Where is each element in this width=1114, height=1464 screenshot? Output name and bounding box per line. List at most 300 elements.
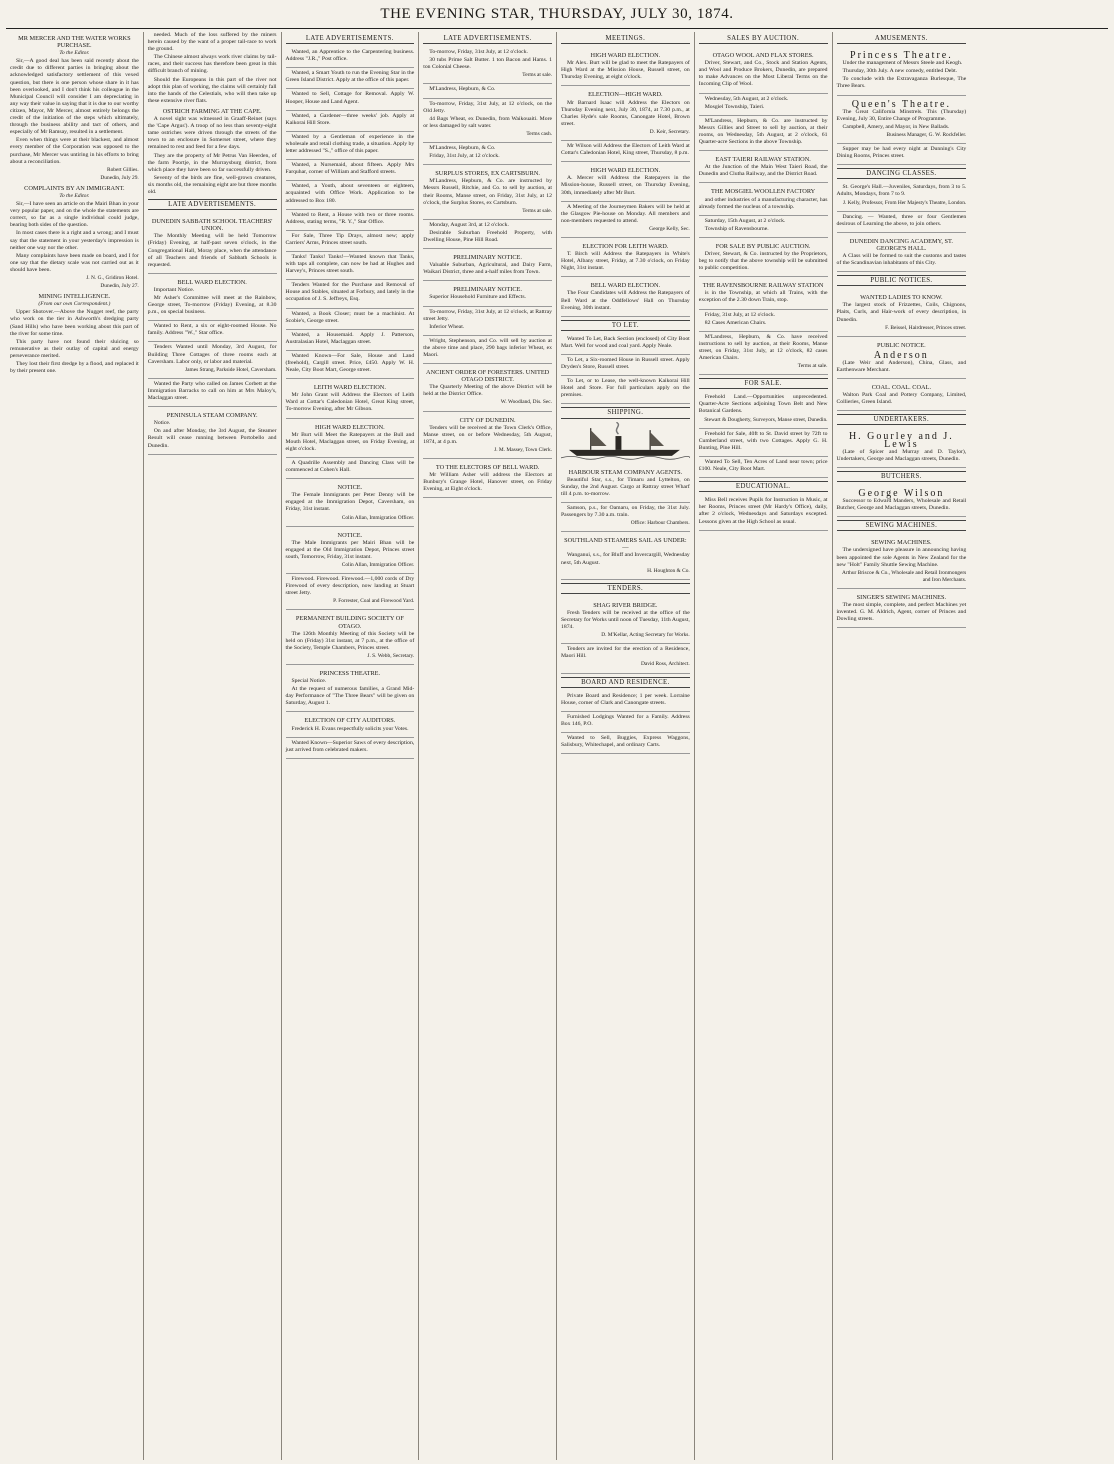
advertisement (837, 485, 967, 517)
paragraph: Wanted To Let, Back Section (enclosed) of City Boot Mart. Well for wood and coal yard. Apply Neale. (561, 335, 690, 349)
paragraph: Tenders Wanted for the Purchase and Removal of House and Stables, situated at Forbury, and lately in the occupation of J. S. Jeffreys, Esq. (285, 282, 415, 303)
paragraph: To-morrow, Friday, 31st July, at 12 o'clock, on the Old Jetty. (423, 100, 552, 114)
advertisement (561, 503, 690, 532)
advertisement (561, 141, 690, 162)
advertisement (561, 376, 690, 404)
advertisement (699, 332, 828, 375)
paragraph: On and after Monday, the 3rd August, the Steamer Result will cease running between Portobello and Dunedin. (147, 428, 277, 449)
advertisement (423, 336, 552, 364)
advertisement (286, 309, 415, 330)
paragraph: Wanted, an Apprentice to the Carpentering business. Address "J.R.," Post office. (285, 49, 415, 63)
paragraph: The largest stock of Frizzettes, Coils, Chignons, Plaits, Curls, and Hair-work of every description, in Dunedin. (836, 302, 967, 323)
advertisement (148, 274, 277, 321)
block-subheading: To the Editor. (59, 50, 90, 57)
advertisement (148, 379, 277, 407)
paragraph: Wright, Stephenson, and Co. will sell by auction at the above time and place, 290 bags inferior Wheat, ex Maori. (423, 337, 552, 358)
paragraph: For Sale, Three Tip Drays, almost new; apply Carriers' Arms, Princes street south. (285, 232, 415, 246)
advertisement (837, 233, 967, 272)
block-heading: HIGH WARD ELECTION. (590, 52, 661, 60)
advertisement (148, 407, 277, 454)
advertisement (561, 162, 690, 201)
advertisement (837, 428, 967, 467)
signature: Business Manager, G. W. Rockfeller. (886, 131, 967, 138)
paragraph: Mr John Grant will Address the Electors of Leith Ward at Cottar's Caledonian Hotel, Great King street, To-morrow Evening, after Mr Gibson. (285, 392, 415, 413)
advertisement (286, 210, 415, 231)
columns (6, 32, 1108, 1460)
paragraph: (Late Weir and Anderson), China, Glass, and Earthenware Merchant. (836, 359, 967, 373)
advertisement (561, 691, 690, 712)
block-heading: SURPLUS STORES, EX CARTSBURN. (435, 170, 540, 178)
section-heading: LATE ADVERTISEMENTS. (423, 34, 552, 44)
advertisement (286, 665, 415, 712)
section-heading: EDUCATIONAL. (699, 481, 828, 492)
advertisement (286, 574, 415, 610)
display-heading: H. Gourley and J. Lewis (848, 431, 954, 450)
paragraph: Monday, August 3rd, at 12 o'clock. (429, 221, 509, 228)
advertisement (837, 289, 967, 336)
advertisement (286, 330, 415, 351)
advertisement (286, 738, 415, 759)
section-heading: BOARD AND RESIDENCE. (561, 677, 690, 688)
signature: H. Houghton & Co. (647, 567, 690, 574)
paragraph: is in the Township, at which all Trains, with the exception of the 2.30 down Train, stop. (698, 290, 828, 304)
advertisement (699, 94, 828, 116)
block-heading: FOR SALE BY PUBLIC AUCTION. (715, 242, 811, 250)
signature: J. Kelly, Professor, From Her Majesty's Theatre, London. (842, 199, 967, 206)
paragraph: Mr Barnard Isaac will Address the Electors on Thursday Evening next, July 30, 1874, at 7.30 p.m., at Charles Hyde's sale Rooms, Canongate Hotel, Brown street. (561, 99, 690, 127)
paragraph: Wanted to Rent, a six or eight-roomed House. No family. Address "W.," Star office. (147, 323, 277, 337)
paragraph: needed. Much of the loss suffered by the miners herein caused by the want of a proper tail-race to work the ground. (147, 32, 277, 53)
section-heading: LATE ADVERTISEMENTS. (286, 34, 415, 44)
advertisement (837, 212, 967, 233)
block-heading: NOTICE. (337, 531, 363, 539)
advertisement (286, 181, 415, 209)
paragraph: Wanted To Sell, Ten Acres of Land near town; price £100. Neale, City Boot Mart. (698, 458, 828, 473)
article (10, 35, 139, 182)
advertisement (561, 86, 690, 141)
paragraph: The Great California Minstrels. This (Thursday) Evening, July 30, Entire Change of Programme. (836, 108, 967, 122)
block-heading: ELECTION OF CITY AUDITORS. (304, 717, 396, 725)
advertisement (286, 419, 415, 458)
advertisement (699, 392, 828, 428)
paragraph: Mosgiel Township, Taieri. (704, 103, 765, 110)
paragraph: Wanted Known—Superior Saws of every description, just arrived from celebrated makers. (285, 739, 415, 753)
article (148, 108, 277, 196)
paragraph: Mr Alex. Burt will be glad to meet the Ratepayers of High Ward at the Mission House, Russell street, on Thursday Evening, at eight o'clock. (561, 60, 690, 81)
block-subheading: (From our own Correspondent.) (38, 301, 111, 308)
paragraph: Furnished Lodgings Wanted for a Family. Address Box 146, P.O. (561, 713, 690, 727)
advertisement (286, 351, 415, 379)
block-heading: ELECTION—HIGH WARD. (588, 91, 663, 99)
paragraph: Many complaints have been made on board, and I for one say that the dietary scale was not carried out as it should have been. (10, 252, 139, 273)
paragraph: Wanted, a Youth, about seventeen or eighteen, acquainted with Office Work. Application to be addressed to Box 180. (285, 183, 415, 204)
advertisement (699, 47, 828, 93)
paragraph: A Meeting of the Journeymen Bakers will be held at the Glasgow Pie-house on Monday. All members and non-members requested to attend. (561, 203, 690, 224)
paragraph: Supper may be had every night at Dunning's City Dining Rooms, Princes street. (836, 146, 967, 160)
section-heading: PUBLIC NOTICES. (837, 275, 967, 286)
advertisement (837, 379, 967, 411)
advertisement (561, 644, 690, 673)
block-heading: CITY OF DUNEDIN. (459, 416, 516, 424)
block-heading: OTAGO WOOL AND FLAX STORES. (712, 52, 814, 60)
signature: J. S. Webb, Secretary. (367, 652, 415, 659)
paragraph: In most cases there is a right and a wrong; and I must say that the statement in your yesterday's impression is neither one way nor the other. (10, 230, 139, 251)
signature: Terms cash. (526, 130, 552, 137)
paragraph: Miss Bell receives Pupils for Instruction in Music, at her Rooms, Princes street (Mr Hardy's Office), daily, after 2 o'clock, Wednesdays and Saturdays excepted. Lessons given at the High School as usual. (698, 497, 828, 525)
paragraph: They lost their first dredge by a flood, and replaced it by their present one. (10, 361, 139, 375)
advertisement (423, 165, 552, 220)
advertisement (699, 216, 828, 238)
section-heading: AMUSEMENTS. (837, 34, 967, 44)
paragraph: M'Landress, Hepburn, & Co. have received instructions to sell by auction, at their Rooms, Manse street, on Friday, 31st July, at 12 o'clock, 82 cases American Chairs. (698, 333, 828, 361)
advertisement (837, 337, 967, 379)
paragraph: This party have not found their sluicing so remunerative as their outlay of capital and energy perseverance merited. (10, 338, 139, 359)
paragraph: Wednesday, 5th August, at 2 o'clock. (704, 95, 789, 102)
advertisement (561, 712, 690, 733)
advertisement (286, 527, 415, 574)
advertisement (699, 116, 828, 151)
block-heading: SEWING MACHINES. (871, 539, 932, 547)
advertisement (423, 220, 552, 249)
column (144, 32, 282, 1460)
advertisement (423, 459, 552, 498)
signature: Arthur Briscoe & Co., Wholesale and Retail Ironmongers and Iron Merchants. (841, 569, 967, 583)
paragraph: Fresh Tenders will be received at the office of the Secretary for Works until noon of Tuesday, 11th August, 1874. (561, 609, 690, 631)
paragraph: (Late of Spicer and Murray and D. Taylor), Undertakers, George and Maclaggan streets, Dunedin. (836, 448, 967, 462)
signature: P. Forrester, Coal and Firewood Yard. (333, 598, 415, 605)
signature: George Kelly, Sec. (649, 225, 690, 232)
paragraph: Dancing. — Wanted, three or four Gentlemen desirous of Learning the above, to join others. (836, 213, 967, 227)
signature: Terms at sale. (522, 207, 552, 214)
advertisement (423, 412, 552, 459)
paragraph: To Let, or to Lease, the well-known Kaikorai Hill Hotel and Store. For full particulars apply on the premises. (561, 378, 690, 399)
paragraph: 82 Cases American Chairs. (704, 319, 767, 326)
paragraph: Beautiful Star, s.s., for Timaru and Lyttelton, on Sunday, the 2nd August. Cargo at Rattray street Wharf till 4 p.m. to-morrow. (561, 476, 690, 497)
paragraph: Driver, Stewart, and Co., Stock and Station Agents, and Wool and Produce Brokers, Dunedin, are prepared to make Advances on the Most Liberal Terms on the Incoming Clip of Wool. (698, 60, 828, 88)
section-heading: FOR SALE. (699, 378, 828, 389)
paragraph: 44 Bags Wheat, ex Dunedin, from Waikouaiti. More or less damaged by salt water. (423, 115, 552, 129)
paragraph: Walton Park Coal and Pottery Company, Limited, Collieries, Green Island. (836, 392, 967, 406)
block-heading: TO THE ELECTORS OF BELL WARD. (435, 464, 540, 472)
paragraph: Upper Shotover.—Above the Nugget reef, the party who work on the tier in Ashworth's dredging party (Sand Hills) who have been working about this part of the river for some time. (10, 309, 139, 337)
paragraph: Under the management of Messrs Steele and Keogh. (842, 60, 963, 67)
block-heading: PENINSULA STEAM COMPANY. (166, 412, 258, 420)
section-heading: MEETINGS. (561, 34, 690, 44)
signature: Office: Harbour Chambers. (630, 520, 690, 527)
paragraph: The Four Candidates will Address the Ratepayers of Bell Ward at the Oddfellows' Hall on Thursday Evening, 30th instant. (561, 290, 690, 311)
section-heading: TO LET. (561, 320, 690, 331)
signature: Robert Gillies. (107, 166, 139, 173)
block-heading: PRINCESS THEATRE. (319, 670, 381, 677)
advertisement (423, 99, 552, 143)
advertisement (286, 458, 415, 479)
paragraph: Frederick H. Evans respectfully solicits your Votes. (291, 725, 409, 732)
section-heading: SALES BY AUCTION. (699, 34, 828, 44)
block-heading: ELECTION FOR LEITH WARD. (582, 242, 669, 250)
advertisement (286, 252, 415, 280)
signature: Colin Allan, Immigration Officer. (341, 561, 415, 568)
advertisement (286, 712, 415, 737)
paragraph: The Female Immigrants per Peter Denny will be engaged at the Immigration Depot, Caversham, on Friday, 31st instant. (285, 492, 415, 513)
paragraph: Wanted to Rent, a House with two or three rooms. Address, stating terms, "R. Y.," Star Office. (285, 211, 415, 225)
paragraph: Freehold Land.—Opportunities unprecedented. Quarter-Acre Sections adjoining Town Belt and New Botanical Gardens. (698, 394, 828, 415)
paragraph: Tenders will be received at the Town Clerk's Office, Manse street, on or before Wednesday, 5th August, 1874, at 4 p.m. (423, 424, 552, 445)
paragraph: Mr William Asher will address the Electors at Bunbury's Grange Hotel, Hanover street, on Friday Evening, at Eight o'clock. (423, 472, 552, 493)
section-heading: LATE ADVERTISEMENTS. (148, 199, 277, 210)
paragraph: To conclude with the Extravaganza Burlesque, The Three Bears. (836, 76, 967, 90)
paragraph: Sir,—A good deal has been said recently about the credit due to different parties in bringing about the acknowledged satisfactory settlement of this vexed question, but there is one person whose share in it has been overlooked, and I don't think his colleague in the Municipal Council will consider I am depreciating in any way their value in saying that it is due to our worthy citizen, Mayor, Mr Mercer, almost entirely belongs the credit of the initiation of the steps which ultimately, through the business ability and tact of others, and especially of Mr Ramsay, resulted in a settlement. (10, 58, 139, 136)
paragraph: T. Birch will Address the Ratepayers in White's Hotel, Albany street, Friday, at 7.30 o'clock, on Friday Night, 31st instant. (561, 251, 690, 272)
signature: David Ross, Architect. (640, 661, 690, 668)
dateline: Dunedin, July 29. (100, 174, 139, 181)
paragraph: Campbell, Amery, and Mayor, in New Ballads. (842, 123, 950, 130)
paragraph: Valuable Suburban, Agricultural, and Dairy Farm, Waikari District, three and a-half miles from Town. (423, 262, 552, 276)
paragraph: Wanted, a Housemaid. Apply J. Patterson, Australasian Hotel, Maclaggan street. (285, 331, 415, 345)
advertisement (286, 132, 415, 160)
paragraph: Should the Europeans in this part of the river not adopt this plan of working, the claims will certainly fall into the hands of the Celestials, who will then take up these extensive river flats. (147, 76, 277, 104)
advertisement (286, 610, 415, 665)
paragraph: Even when things were at their blackest, and almost every member of the Corporation was opposed to the purchase, Mr Mercer was untiring in his efforts to bring about a reconciliation. (10, 137, 139, 165)
block-heading: EAST TAIERI RAILWAY STATION. (715, 156, 811, 164)
paragraph: Tenders are invited for the erection of a Residence, Maori Hill. (561, 646, 690, 660)
advertisement (286, 280, 415, 308)
paragraph: A novel sight was witnessed in Graaff-Reinet (says the 'Cape Argus'). A troop of no less than seventy-eight tame ostriches were driven through the streets of the town to an enclosure in Somerset street, where they remained to rest and feed for a few days. (147, 116, 277, 151)
paragraph: The Chinese almost always work river claims by tail-races, and their success has therefore been great in this difficult branch of mining. (147, 54, 277, 75)
signature: Colin Allan, Immigration Officer. (341, 514, 415, 521)
section-heading: BUTCHERS. (837, 471, 967, 482)
block-heading: HIGH WARD ELECTION. (315, 423, 385, 431)
paragraph: M'Landress, Hepburn, & Co. (429, 86, 496, 93)
paragraph: The Quarterly Meeting of the above District will be held at the District Office. (423, 384, 552, 398)
advertisement (286, 160, 415, 181)
block-heading: ANCIENT ORDER OF FORESTERS. UNITED OTAGO DISTRICT. (426, 369, 550, 384)
paragraph: Friday, 31st July, at 12 o'clock. (704, 311, 776, 318)
signature: F. Beissel, Hairdresser, Princes street. (885, 324, 967, 331)
advertisement (286, 111, 415, 132)
advertisement (699, 277, 828, 309)
advertisement (561, 238, 690, 277)
paragraph: Samson, p.s., for Oamaru, on Friday, the 31st July. Passengers by 7.30 a.m. train. (561, 504, 690, 519)
block-heading: DUNEDIN SABBATH SCHOOL TEACHERS' UNION. (151, 218, 273, 233)
advertisement (423, 249, 552, 281)
paragraph: To-morrow, Friday, 31st July, at 12 o'clock. (429, 49, 528, 56)
paragraph: Sir,—I have seen an article on the Mairi Bhan in your very popular paper, and on the whole the statements are correct, so far as a single individual could judge, bearing both sides of the question. (10, 201, 139, 229)
paragraph: Desirable Suburban Freehold Property, with Dwelling House, Pine Hill Road. (423, 229, 552, 243)
block-heading: THE RAVENSBOURNE RAILWAY STATION (702, 282, 824, 290)
paragraph: Superior Household Furniture and Effects. (429, 294, 526, 301)
advertisement (699, 457, 828, 478)
signature: J. M. Massey, Town Clerk. (494, 446, 552, 453)
paragraph: Successor to Edward Manders, Wholesale and Retail Butcher, George and Maclaggan streets, Dunedin. (836, 498, 967, 512)
paragraph: Tanks! Tanks! Tanks!—Wanted known that Tanks, with taps all complete, can now be had at Hughes and Harvey's, Princes street south. (285, 253, 415, 275)
paragraph: Tenders Wanted until Monday, 3rd August, for Building Three Cottages of three rooms each at Caversham. Labor only, or labor and material. (147, 344, 277, 365)
advertisement (286, 68, 415, 89)
block-heading: HARBOUR STEAM COMPANY AGENTS. (568, 468, 683, 476)
advertisement (286, 379, 415, 418)
paragraph: Private Board and Residence; 1 per week. Lorraine House, corner of Clark and Canongate streets. (561, 692, 690, 706)
section-heading: SEWING MACHINES. (837, 520, 967, 531)
paragraph: and other industries of a manufacturing character, has already formed the nucleus of a township. (698, 196, 828, 210)
block-heading: COAL. COAL. COAL. (871, 384, 932, 392)
block-heading: PRELIMINARY NOTICE. (453, 254, 522, 262)
advertisement (561, 334, 690, 355)
block-heading: SHAG RIVER BRIDGE. (593, 601, 658, 609)
paragraph: Wanted, a Nursemaid, about fifteen. Apply Mrs Farquhar, corner of William and Stafford streets. (285, 162, 415, 176)
paragraph: Saturday, 15th August, at 2 o'clock. (704, 217, 786, 224)
advertisement (148, 342, 277, 378)
block-heading: BELL WARD ELECTION. (590, 282, 661, 290)
signature: James Strang, Parkside Hotel, Caversham. (185, 366, 277, 373)
advertisement (286, 89, 415, 110)
advertisement (699, 495, 828, 530)
paragraph: Seventy of the birds are fine, well-grown creatures, six months old, the remaining eight are but three months old. (147, 174, 277, 195)
column (833, 32, 971, 1460)
block-heading: OSTRICH FARMING AT THE CAPE. (162, 107, 262, 115)
block-heading: MR MERCER AND THE WATER WORKS PURCHASE. (18, 35, 131, 50)
paragraph: St. George's Hall.—Juveniles, Saturdays, from 3 to 5. Adults, Mondays, from 7 to 9. (836, 184, 967, 198)
section-heading: TENDERS. (561, 583, 690, 594)
paragraph: Wanted to Sell, Cottage for Removal. Apply W. Hooper, House and Land Agent. (285, 91, 415, 105)
advertisement (286, 231, 415, 252)
advertisement (699, 238, 828, 277)
signature: J. N. G., Gridiron Hotel. (86, 275, 139, 281)
paragraph: Thursday, 30th July. A new comedy, entitled Debt. (842, 68, 958, 75)
paragraph: M'Landress, Hepburn, & Co. (429, 145, 496, 152)
paragraph: Important Notice. (153, 286, 195, 293)
paragraph: At the Junction of the Main West Taieri Road, the Dunedin and Clutha Railway, and the District Road. (698, 164, 828, 178)
masthead: THE EVENING STAR, THURSDAY, JULY 30, 1874. (380, 6, 734, 22)
paragraph: Wanted Known—For Sale, House and Land (freehold), Cargill street. Price, £450. Apply W. H. Neale, City Boot Mart, George street. (285, 352, 415, 374)
block-heading: PERMANENT BUILDING SOCIETY OF OTAGO. (295, 615, 404, 630)
signature: D. M'Kellar, Acting Secretary for Works. (601, 632, 690, 639)
article (10, 293, 139, 375)
paragraph: M'Landress, Hepburn, & Co. are instructed by Messrs Gillies and Street to sell by auction, at their rooms, on Wednesday, 5th August, at 2 o'clock, 61 Quarter-acre Sections in the above Township. (698, 117, 828, 146)
paragraph: Freehold for Sale, 40ft to St. David street by 72ft to Cumberland street, with two Cottages. Apply G. H. Bunting, Pine Hill. (698, 430, 828, 451)
display-heading: Queen's Theatre. (851, 98, 951, 110)
paragraph: A Quadrille Assembly and Dancing Class will be commenced at Cohen's Hall. (285, 459, 415, 474)
block-heading: BELL WARD ELECTION. (177, 278, 247, 286)
paragraph: The most simple, complete, and perfect Machines yet invented. G. M. Aldrich, Agent, corner of Princes and Dowling streets. (836, 601, 967, 623)
paragraph: A Class will be formed to suit the customs and tastes of the Scandinavian inhabitants of this City. (836, 252, 967, 267)
block-heading: NOTICE. (337, 484, 363, 492)
section-heading: DANCING CLASSES. (837, 168, 967, 179)
block-heading: PUBLIC NOTICE. (877, 341, 926, 349)
column (557, 32, 695, 1460)
dateline: Dunedin, July 27. (100, 283, 139, 290)
advertisement (286, 479, 415, 526)
column (282, 32, 420, 1460)
advertisement (286, 47, 415, 68)
paragraph: Mr Burt will Meet the Ratepayers at the Bull and Mouth Hotel, Maclaggan street, on Friday Evening, at eight o'clock. (285, 431, 415, 452)
article (148, 32, 277, 105)
advertisement (699, 183, 828, 215)
paragraph: Inferior Wheat. (429, 323, 465, 330)
column (695, 32, 833, 1460)
paragraph: Wanted, a Gardener—three weeks' job. Apply at Kaikorai Hill Store. (285, 112, 415, 126)
signature: Stewart & Dougherty, Surveyors, Manse street, Dunedin. (704, 416, 828, 423)
paragraph: Wanted, a Smart Youth to run the Evening Star in the Green Island District. Apply at the office of this paper. (285, 70, 415, 84)
paragraph: The Male Immigrants per Mairi Bhan will be engaged at the Old Immigration Depot, Princes street south, Tomorrow, Friday, 31st instant. (285, 539, 415, 560)
paragraph: To-morrow, Friday, 31st July, at 12 o'clock, at Rattray street Jetty. (423, 308, 552, 322)
advertisement (423, 281, 552, 306)
paragraph: The undersigned have pleasure in announcing having been appointed the sole Agents in New Zealand for the new "Holt" Family Shuttle Sewing Machine. (836, 547, 967, 568)
advertisement (837, 144, 967, 165)
section-heading: SHIPPING. (561, 407, 690, 418)
advertisement (837, 534, 967, 589)
advertisement (837, 182, 967, 211)
advertisement (423, 84, 552, 98)
block-heading: SINGER'S SEWING MACHINES. (856, 593, 947, 601)
paragraph: Wanted to Sell, Buggies, Express Waggons, Salisbury, Whitechapel, and ordinary Carts. (561, 735, 690, 749)
paragraph: Mr Wilson will Address the Electors of Leith Ward at Cottar's Caledonian Hotel, King street, Thursday, 8 p.m. (561, 143, 690, 157)
advertisement (148, 321, 277, 342)
signature: W. Woodland, Dis. Sec. (500, 399, 552, 406)
advertisement (561, 277, 690, 316)
advertisement (561, 532, 690, 579)
paragraph: Special Notice. (291, 678, 327, 685)
advertisement (423, 47, 552, 84)
block-heading: LEITH WARD ELECTION. (313, 384, 386, 392)
display-heading: Princess Theatre. (850, 50, 953, 62)
advertisement (837, 589, 967, 628)
advertisement (699, 429, 828, 457)
paragraph: M'Landress, Hepburn, & Co. are instructed by Messrs Russell, Ritchie, and Co. to sell by auction, at their Rooms, Manse street, on Friday, 31st July, at 12 o'clock, the Surplus Stores, ex Cartsburn. (423, 178, 552, 206)
block-heading: THE MOSGIEL WOOLLEN FACTORY (711, 188, 816, 196)
advertisement (423, 143, 552, 165)
article (10, 185, 139, 290)
column (419, 32, 557, 1460)
advertisement (561, 597, 690, 644)
block-heading: DUNEDIN DANCING ACADEMY, ST. GEORGE'S HALL. (849, 237, 953, 252)
paragraph: To Let, a Six-roomed House in Russell street. Apply Dryden's Store, Russell street. (561, 357, 690, 371)
paragraph: Firewood. Firewood. Firewood.—1,000 cords of Dry Firewood of every description, now landing at Stuart street Jetty. (285, 576, 415, 597)
advertisement (561, 733, 690, 754)
block-subheading: To the Editor. (59, 192, 90, 199)
block-heading: COMPLAINTS BY AN IMMIGRANT. (24, 184, 125, 192)
steamship-illustration (561, 422, 690, 462)
paragraph: Driver, Stewart, & Co. instructed by the Proprietors, beg to notify that the above township will be submitted to public competition. (698, 250, 828, 272)
signature: Terms at sale. (797, 363, 828, 370)
display-heading: George Wilson (858, 487, 945, 499)
paragraph: Township of Ravensbourne. (704, 225, 769, 232)
paragraph: Friday, 31st July, at 12 o'clock. (429, 153, 500, 160)
paragraph: A. Mercer will Address the Ratepayers in the Mission-house, Russell street, on Thursday Evening, 30th, immediately after Mr Burt. (561, 175, 690, 196)
paragraph: Notice. (153, 420, 171, 427)
paragraph: The 126th Monthly Meeting of this Society will be held on (Friday) 31st instant, at 7 p.m., at the office of the Society, Temple Chambers, Princes street. (285, 630, 415, 651)
advertisement (561, 47, 690, 86)
block-heading: MINING INTELLIGENCE. (38, 293, 111, 301)
advertisement (423, 307, 552, 336)
advertisement (561, 464, 690, 503)
block-heading: WANTED LADIES TO KNOW. (860, 294, 943, 302)
advertisement (699, 310, 828, 332)
signature: D. Keir, Secretary. (649, 128, 690, 135)
paragraph: The Monthly Meeting will be held Tomorrow (Friday) Evening, at half-past seven o'clock, in the Congregational Hall, Moray place, when the attendance of all Teachers and friends of Sabbath Schools is requested. (147, 233, 277, 268)
paragraph: Wanganui, s.s., for Bluff and Invercargill, Wednesday next, 5th August. (561, 552, 690, 566)
block-heading: HIGH WARD ELECTION. (590, 167, 661, 175)
display-heading: Anderson (873, 349, 929, 361)
masthead-rule (6, 28, 1108, 29)
block-heading: PRELIMINARY NOTICE. (453, 286, 522, 294)
advertisement (561, 202, 690, 238)
advertisement (423, 364, 552, 411)
advertisement (148, 213, 277, 274)
paragraph: 30 tubs Prime Salt Butter. 1 ton Bacon and Hams. 1 ton Colonial Cheese. (423, 57, 552, 71)
signature: Terms at sale. (522, 72, 552, 79)
advertisement (699, 151, 828, 183)
paragraph: Wanted the Party who called on James Corbett at the Immigration Barracks to call on him at Mrs Maloy's, Maclaggan street. (147, 380, 277, 402)
advertisement (837, 47, 967, 95)
